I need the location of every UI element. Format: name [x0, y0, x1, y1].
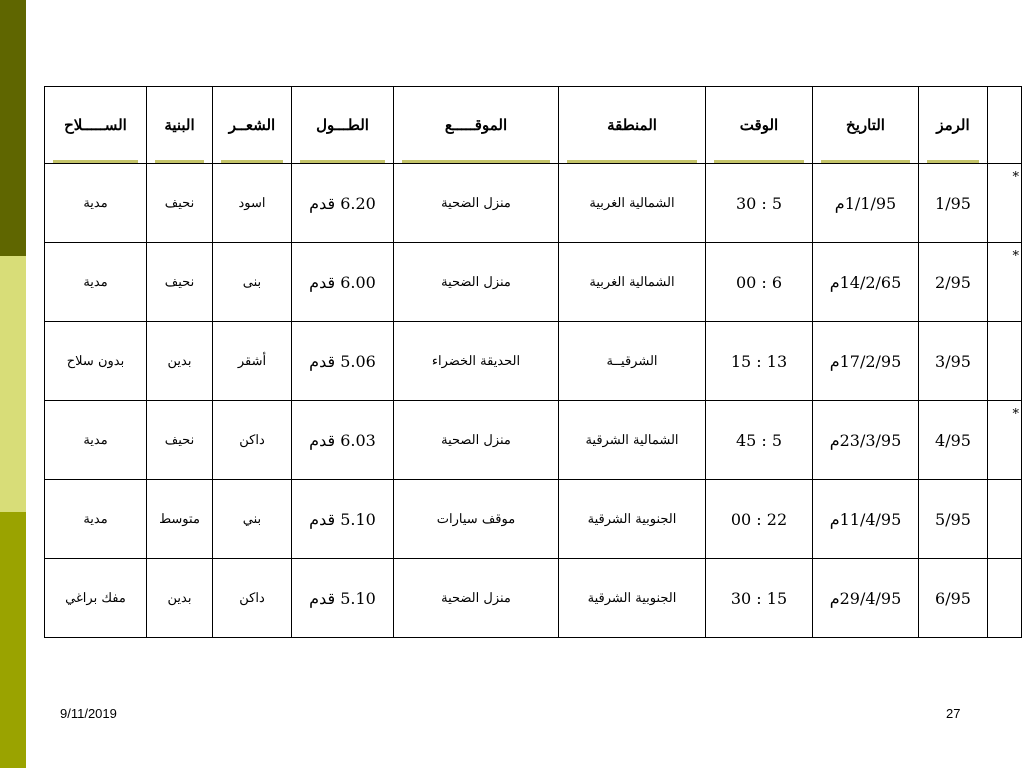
table-row	[45, 401, 1022, 480]
cell-location: منزل الضحية	[394, 243, 559, 322]
cell-region: الشمالية الغربية	[559, 164, 706, 243]
cell-date: 17/2/95م	[813, 322, 919, 401]
cell-build: متوسط	[147, 480, 213, 559]
cell-hair: بنى	[213, 243, 292, 322]
cell-hair: داكن	[213, 401, 292, 480]
table-row	[45, 243, 1022, 322]
cell-region: الشمالية الغربية	[559, 243, 706, 322]
row-mark: *	[988, 401, 1022, 480]
cell-region: الجنوبية الشرقية	[559, 480, 706, 559]
cell-height: 5.10 قدم	[292, 480, 394, 559]
cell-location: موقف سيارات	[394, 480, 559, 559]
cell-build: نحيف	[147, 243, 213, 322]
cell-code: 4/95	[919, 401, 988, 480]
cell-weapon: مدية	[45, 164, 147, 243]
cell-date: 29/4/95م	[813, 559, 919, 638]
cell-time: 5 : 30	[706, 164, 813, 243]
cell-build: نحيف	[147, 401, 213, 480]
cell-height: 5.10 قدم	[292, 559, 394, 638]
cell-height: 6.20 قدم	[292, 164, 394, 243]
cell-weapon: مدية	[45, 480, 147, 559]
header-height: الطـــول	[292, 87, 394, 164]
cell-date: 1/1/95م	[813, 164, 919, 243]
header-region: المنطقة	[559, 87, 706, 164]
cell-region: الجنوبية الشرقية	[559, 559, 706, 638]
cell-hair: بني	[213, 480, 292, 559]
cell-date: 11/4/95م	[813, 480, 919, 559]
cell-weapon: بدون سلاح	[45, 322, 147, 401]
cell-build: بدين	[147, 322, 213, 401]
cell-code: 3/95	[919, 322, 988, 401]
cell-height: 5.06 قدم	[292, 322, 394, 401]
cell-date: 23/3/95م	[813, 401, 919, 480]
cell-location: منزل الضحية	[394, 559, 559, 638]
cell-time: 5 : 45	[706, 401, 813, 480]
cell-hair: اسود	[213, 164, 292, 243]
cell-location: الحديقة الخضراء	[394, 322, 559, 401]
header-hair: الشعــر	[213, 87, 292, 164]
cell-location: منزل الضحية	[394, 164, 559, 243]
cell-code: 6/95	[919, 559, 988, 638]
side-bar-middle	[0, 256, 26, 512]
cell-time: 22 : 00	[706, 480, 813, 559]
row-mark: *	[988, 243, 1022, 322]
footer-date: 9/11/2019	[60, 706, 117, 721]
cell-code: 1/95	[919, 164, 988, 243]
header-time: الوقت	[706, 87, 813, 164]
table-row	[45, 322, 1022, 401]
cell-time: 15 : 30	[706, 559, 813, 638]
header-code: الرمز	[919, 87, 988, 164]
cell-region: الشرقيــة	[559, 322, 706, 401]
header-weapon: الســـــلاح	[45, 87, 147, 164]
header-mark	[988, 87, 1022, 164]
incident-table	[44, 86, 1022, 638]
side-bar-top	[0, 0, 26, 256]
cell-time: 6 : 00	[706, 243, 813, 322]
cell-build: بدين	[147, 559, 213, 638]
cell-location: منزل الصحية	[394, 401, 559, 480]
cell-code: 5/95	[919, 480, 988, 559]
row-mark	[988, 559, 1022, 638]
header-build: البنية	[147, 87, 213, 164]
table-row	[45, 164, 1022, 243]
cell-region: الشمالية الشرقية	[559, 401, 706, 480]
row-mark: *	[988, 164, 1022, 243]
cell-hair: أشقر	[213, 322, 292, 401]
table-row	[45, 559, 1022, 638]
row-mark	[988, 480, 1022, 559]
cell-weapon: مدية	[45, 243, 147, 322]
table-row	[45, 480, 1022, 559]
row-mark	[988, 322, 1022, 401]
cell-time: 13 : 15	[706, 322, 813, 401]
header-date: التاريخ	[813, 87, 919, 164]
cell-height: 6.00 قدم	[292, 243, 394, 322]
cell-height: 6.03 قدم	[292, 401, 394, 480]
cell-hair: داكن	[213, 559, 292, 638]
cell-code: 2/95	[919, 243, 988, 322]
table-header-row	[45, 87, 1022, 164]
header-location: الموقـــــع	[394, 87, 559, 164]
cell-date: 14/2/65م	[813, 243, 919, 322]
page-number: 27	[946, 706, 961, 721]
cell-weapon: مفك براغي	[45, 559, 147, 638]
cell-build: نحيف	[147, 164, 213, 243]
cell-weapon: مدية	[45, 401, 147, 480]
side-bar-bottom	[0, 512, 26, 768]
